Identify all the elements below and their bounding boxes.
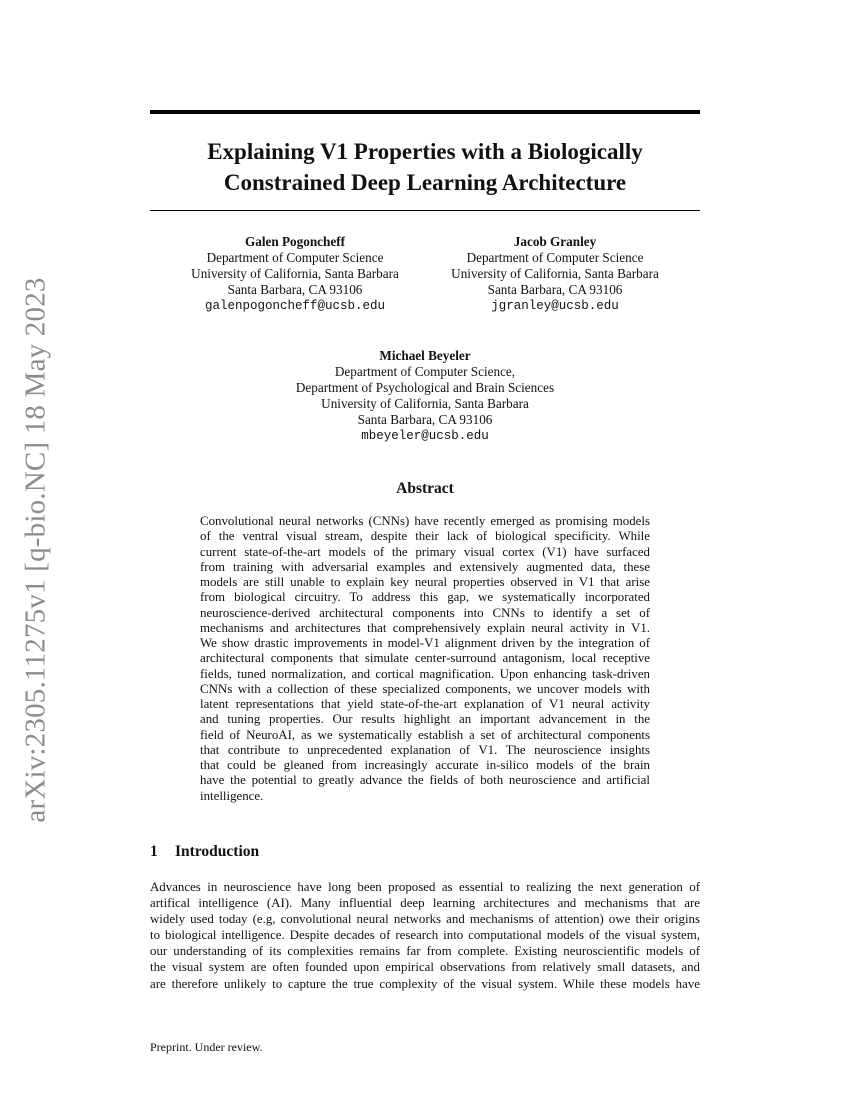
text-line: fields, tuned normalization, and cortical magnification. Upon enhancing task-driven (200, 666, 650, 681)
text-line: mechanisms and architectures that comprehensively explain neural activity in V1. (200, 620, 650, 635)
author-affiliation: Santa Barbara, CA 93106 (487, 282, 623, 297)
text-line: to biological intelligence. Despite decades of research into computational models of the visual system, (150, 928, 700, 943)
text-line: from biological circuitry. To address this gap, we systematically incorporated (200, 590, 650, 605)
text-line: the visual system are often founded upon empirical observations from relatively small datasets, and (150, 960, 700, 975)
author-affiliation: Santa Barbara, CA 93106 (227, 282, 363, 297)
text-line: neuroscience-derived architectural components into CNNs to identify a set of (200, 605, 650, 620)
author-affiliation: Department of Computer Science (206, 250, 384, 265)
footer-note: Preprint. Under review. (150, 1040, 263, 1054)
text-line: and tuning properties. Our results highlight an important advancement in the (200, 712, 650, 727)
text-line: intelligence. (200, 788, 264, 803)
text-line: that could be gleaned from increasingly accurate in-silico models of the brain (200, 758, 650, 772)
title-rule-top (150, 110, 700, 114)
author-affiliation: University of California, Santa Barbara (451, 266, 659, 281)
title-rule-bottom (150, 210, 700, 211)
abstract-text (200, 514, 650, 804)
author-name: Jacob Granley (513, 234, 597, 249)
text-line: widely used today (e.g, convolutional neural networks and mechanisms of attention) owe their origins (150, 912, 700, 927)
section-number: 1 (150, 843, 158, 860)
section-title: Introduction (175, 843, 260, 860)
text-line: from training with adversarial examples and extensively augmented data, these (200, 559, 650, 574)
text-line: latent representations that yield state-of-the-art explanation of V1 neural activity (200, 697, 650, 711)
title-line: Explaining V1 Properties with a Biologically (207, 139, 643, 164)
author-affiliation: Santa Barbara, CA 93106 (357, 412, 493, 427)
section-heading-introduction (150, 843, 259, 861)
author-affiliation: Department of Computer Science, (334, 364, 516, 379)
text-line: models are still unable to explain key neural properties observed in V1 that arise (200, 575, 650, 589)
title-line: Constrained Deep Learning Architecture (223, 170, 627, 195)
author-email[interactable]: mbeyeler@ucsb.edu (361, 429, 489, 443)
text-line: artifical intelligence (AI). Many influential deep learning architectures and mechanisms that are (150, 896, 700, 911)
text-line: architectural components that simulate center-surround antagonism, local receptive (200, 651, 650, 666)
author-name: Michael Beyeler (379, 348, 471, 363)
text-line: our understanding of its complexities remains far from complete. Existing neuroscientific models of (150, 944, 700, 959)
text-line: of the ventral visual stream, despite their lack of biological specificity. While (200, 529, 650, 544)
author-email[interactable]: jgranley@ucsb.edu (491, 299, 619, 313)
author-affiliation: Department of Computer Science (466, 250, 644, 265)
text-line: Advances in neuroscience have long been proposed as essential to realizing the next generation of (150, 880, 700, 894)
introduction-text (150, 879, 700, 992)
author-email[interactable]: galenpogoncheff@ucsb.edu (204, 299, 386, 313)
author-name: Galen Pogoncheff (245, 234, 345, 249)
text-line: have the potential to greatly advance the fields of both neuroscience and artificial (200, 773, 650, 788)
text-line: current state-of-the-art models of the primary visual cortex (V1) have surfaced (200, 544, 650, 559)
text-line: are therefore unlikely to capture the true complexity of the visual system. While these models have (150, 976, 700, 991)
author-block (275, 348, 575, 444)
author-affiliation: Department of Psychological and Brain Sciences (295, 380, 555, 395)
text-line: that contribute to unprecedented explanation of V1. The neuroscience insights (200, 742, 650, 757)
abstract-heading: Abstract (396, 480, 454, 497)
text-line: CNNs with a collection of these specialized components, we uncover models with (200, 681, 650, 696)
author-block (405, 234, 705, 314)
text-line: We show drastic improvements in model-V1 alignment driven by the integration of (200, 636, 650, 650)
author-affiliation: University of California, Santa Barbara (321, 396, 529, 411)
author-block (145, 234, 445, 314)
author-affiliation: University of California, Santa Barbara (191, 266, 399, 281)
paper-title (150, 136, 700, 198)
arxiv-stamp: arXiv:2305.11275v1 [q-bio.NC] 18 May 2023 (19, 277, 52, 823)
text-line: field of NeuroAI, as we systematically establish a set of architectural components (200, 727, 650, 742)
text-line: Convolutional neural networks (CNNs) have recently emerged as promising models (200, 514, 650, 528)
